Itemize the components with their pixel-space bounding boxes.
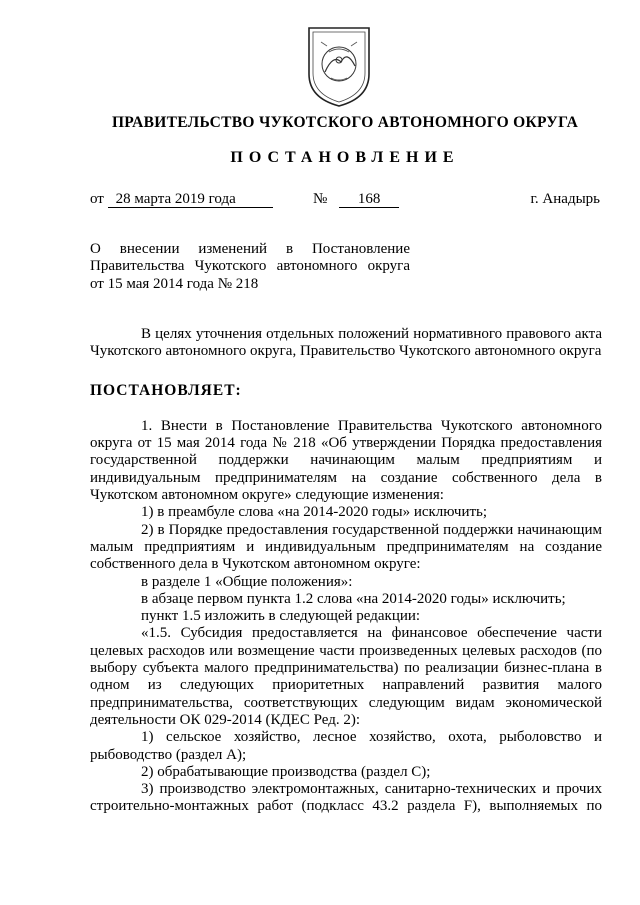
document-subject	[90, 241, 410, 293]
organization-title: ПРАВИТЕЛЬСТВО ЧУКОТСКОГО АВТОНОМНОГО ОКРУГА	[111, 114, 579, 131]
date-value: 28 марта 2019 года	[108, 191, 273, 208]
subject-line: Правительства Чукотского автономного округа	[90, 258, 410, 275]
coat-of-arms-icon	[303, 22, 375, 110]
body-paragraph: 3) производство электромонтажных, санитарно-технических и прочих строительно-монтажных работ (подкласс 43.2 раздела F), выполняемых по	[90, 781, 602, 815]
body-paragraph: 1) сельское хозяйство, лесное хозяйство, охота, рыболовство и рыбоводство (раздел А);	[90, 729, 602, 763]
body-paragraph: в разделе 1 «Общие положения»:	[141, 573, 353, 590]
document-body	[90, 326, 602, 816]
document-number	[313, 191, 399, 208]
body-paragraph: пункт 1.5 изложить в следующей редакции:	[141, 608, 421, 625]
number-label: №	[313, 191, 328, 207]
document-date	[90, 191, 273, 208]
body-paragraph: 1) в преамбуле слова «на 2014-2020 годы» исключить;	[141, 504, 488, 521]
document-city: г. Анадырь	[530, 191, 600, 207]
body-paragraph: в абзаце первом пункта 1.2 слова «на 2014-2020 годы» исключить;	[141, 590, 566, 607]
body-paragraph: 2) в Порядке предоставления государственной поддержки начинающим малым предприятиям и индивидуальным предпринимателям на создание собственного дела в Чукотском автономном округе:	[90, 521, 602, 573]
document-type: ПОСТАНОВЛЕНИЕ	[230, 149, 460, 166]
preamble-paragraph: В целях уточнения отдельных положений нормативного правового акта Чукотского автономного округа, Правительство Чукотского автономного округа	[90, 326, 602, 360]
subject-line: О внесении изменений в Постановление	[90, 241, 410, 257]
body-paragraph: «1.5. Субсидия предоставляется на финансовое обеспечение части целевых расходов или возмещение части произведенных целевых расходов (по выбору субъекта малого предпринимательства) по реализации бизнес-плана в одном из следующих приоритетных направлений развития малого предпринимательства, соответствующих следующим видам экономической деятельности ОК 029-2014 (КДЕС Ред. 2):	[90, 625, 602, 728]
subject-line: от 15 мая 2014 года № 218	[90, 275, 259, 292]
body-paragraph: 1. Внести в Постановление Правительства Чукотского автономного округа от 15 мая 2014 года № 218 «Об утверждении Порядка предоставления государственной поддержки начинающим малым предприятиям и индивидуальным предпринимателям на создание собственного дела в Чукотском автономном округе» следующие изменения:	[90, 417, 602, 504]
body-paragraph: 2) обрабатывающие производства (раздел С);	[141, 763, 431, 780]
date-label: от	[90, 191, 104, 207]
decree-heading: ПОСТАНОВЛЯЕТ:	[90, 381, 242, 399]
number-value: 168	[339, 191, 399, 208]
